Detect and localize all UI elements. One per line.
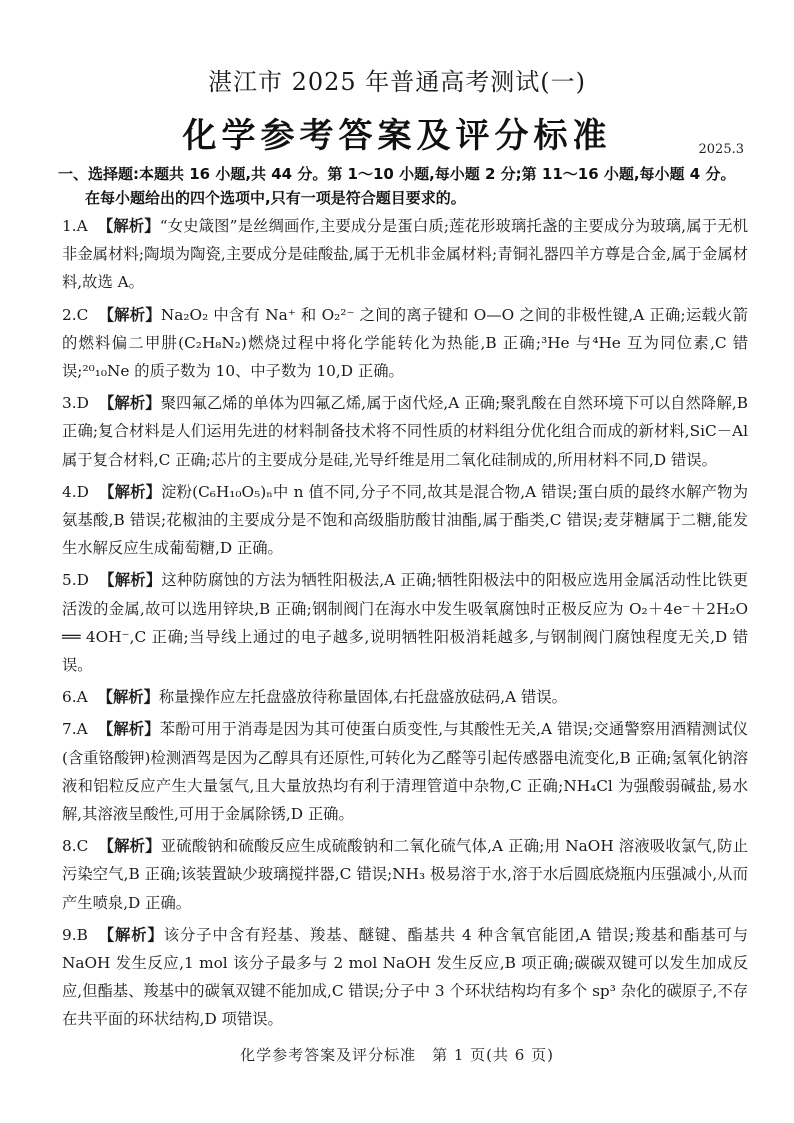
document-date: 2025.3 (698, 142, 744, 157)
answer-choice: A (76, 217, 88, 235)
answer-item-7 (62, 715, 748, 828)
answer-item-2 (62, 301, 748, 386)
question-number: 1. (62, 217, 77, 235)
section-heading-line1: 一、选择题:本题共 16 小题,共 44 分。第 1～10 小题,每小题 2 分;第 11～16 小题,每小题 4 分。 (58, 165, 736, 183)
answer-choice: C (76, 305, 89, 324)
analysis-text: 亚硫酸钠和硫酸反应生成硫酸钠和二氧化硫气体,A 正确;用 NaOH 溶液吸收氯气,防止污染空气,B 正确;该装置缺少玻璃搅拌器,C 错误;NH₃ 极易溶于水,溶于水后圆底烧瓶内压强减小,从而产生喷泉,D 正确。 (62, 837, 748, 912)
question-number: 3. (62, 394, 77, 413)
analysis-tag: 【解析】 (98, 482, 162, 501)
exam-title: 湛江市 2025 年普通高考测试(一) (207, 68, 587, 96)
answer-item-8 (62, 832, 748, 917)
answer-choice: C (76, 837, 89, 856)
analysis-text: 称量操作应左托盘盛放待称量固体,右托盘盛放砝码,A 错误。 (158, 688, 567, 707)
question-number: 9. (62, 925, 77, 944)
answer-choice: A (76, 688, 88, 707)
answer-choice: A (76, 720, 88, 739)
document-title: 化学参考答案及评分标准 (182, 116, 612, 156)
answer-choice: D (76, 571, 89, 590)
section-heading (58, 162, 758, 210)
analysis-text: 聚四氟乙烯的单体为四氟乙烯,属于卤代烃,A 正确;聚乳酸在自然环境下可以自然降解,B 正确;复合材料是人们运用先进的材料制备技术将不同性质的材料组分优化组合而成的新材料,SiC－Al 属于复合材料,C 正确;芯片的主要成分是硅,光导纤维是用二氧化硅制成的,所用材料不同,D 错误。 (62, 394, 748, 469)
analysis-text: 该分子中含有羟基、羧基、醚键、酯基共 4 种含氧官能团,A 错误;羧基和酯基可与 NaOH 发生反应,1 mol 该分子最多与 2 mol NaOH 发生反应,B 项正确;碳碳双键可以发生加成反应,但酯基、羧基中的碳氧双键不能加成,C 错误;分子中 3 个环状结构均有多个 sp³ 杂化的碳原子,不存在共平面的环状结构,D 项错误。 (62, 925, 748, 1029)
answer-choice: B (76, 925, 88, 944)
answer-choice: D (76, 394, 89, 413)
answer-item-6 (62, 683, 748, 711)
page-footer: 化学参考答案及评分标准 第 1 页(共 6 页) (240, 1046, 554, 1064)
analysis-tag: 【解析】 (98, 837, 161, 856)
analysis-tag: 【解析】 (98, 394, 161, 413)
question-number: 6. (62, 688, 77, 707)
section-heading-line2: 在每小题给出的四个选项中,只有一项是符合题目要求的。 (85, 189, 466, 207)
answer-item-3 (62, 389, 748, 474)
analysis-tag: 【解析】 (97, 217, 160, 235)
analysis-tag: 【解析】 (97, 925, 164, 944)
question-number: 8. (62, 837, 77, 856)
analysis-tag: 【解析】 (98, 571, 162, 590)
analysis-tag: 【解析】 (97, 720, 160, 739)
analysis-tag: 【解析】 (97, 688, 159, 707)
analysis-text: 这种防腐蚀的方法为牺牲阳极法,A 正确;牺牲阳极法中的阳极应选用金属活动性比铁更活泼的金属,故可以选用锌块,B 正确;钢制阀门在海水中发生吸氧腐蚀时正极反应为 O₂＋4e⁻＋2H₂O ══ 4OH⁻,C 正确;当导线上通过的电子越多,说明牺牲阳极消耗越多,与钢制阀门腐蚀程度无关,D 错误。 (62, 571, 748, 675)
answer-choice: D (76, 482, 89, 501)
question-number: 2. (62, 305, 77, 324)
question-number: 4. (62, 482, 77, 501)
answer-item-4 (62, 478, 748, 563)
question-number: 7. (62, 720, 77, 739)
analysis-tag: 【解析】 (98, 305, 161, 324)
answer-item-1 (62, 212, 748, 297)
analysis-text: 淀粉(C₆H₁₀O₅)ₙ中 n 值不同,分子不同,故其是混合物,A 错误;蛋白质的最终水解产物为氨基酸,B 错误;花椒油的主要成分是不饱和高级脂肪酸甘油酯,属于酯类,C 错误;麦芽糖属于二糖,能发生水解反应生成葡萄糖,D 正确。 (62, 482, 748, 558)
analysis-text: “女史箴图”是丝绸画作,主要成分是蛋白质;莲花形玻璃托盏的主要成分为玻璃,属于无机非金属材料;陶埙为陶瓷,主要成分是硅酸盐,属于无机非金属材料;青铜礼器四羊方尊是合金,属于金属材料,故选 A。 (62, 217, 748, 292)
answer-list (62, 212, 748, 1038)
analysis-text: 苯酚可用于消毒是因为其可使蛋白质变性,与其酸性无关,A 错误;交通警察用酒精测试仪(含重铬酸钾)检测酒驾是因为乙醇具有还原性,可转化为乙醛等引起传感器电流变化,B 正确;氢氧化钠溶液和铝粒反应产生大量氢气,且大量放热均有利于清理管道中杂物,C 正确;NH₄Cl 为强酸弱碱盐,易水解,其溶液呈酸性,可用于金属除锈,D 正确。 (62, 720, 748, 824)
analysis-text: Na₂O₂ 中含有 Na⁺ 和 O₂²⁻ 之间的离子键和 O—O 之间的非极性键,A 正确;运载火箭的燃料偏二甲肼(C₂H₈N₂)燃烧过程中将化学能转化为热能,B 正确;³He 与⁴He 互为同位素,C 错误;²⁰₁₀Ne 的质子数为 10、中子数为 10,D 正确。 (62, 305, 748, 381)
answer-item-5 (62, 566, 748, 679)
question-number: 5. (62, 571, 77, 590)
answer-item-9 (62, 921, 748, 1034)
